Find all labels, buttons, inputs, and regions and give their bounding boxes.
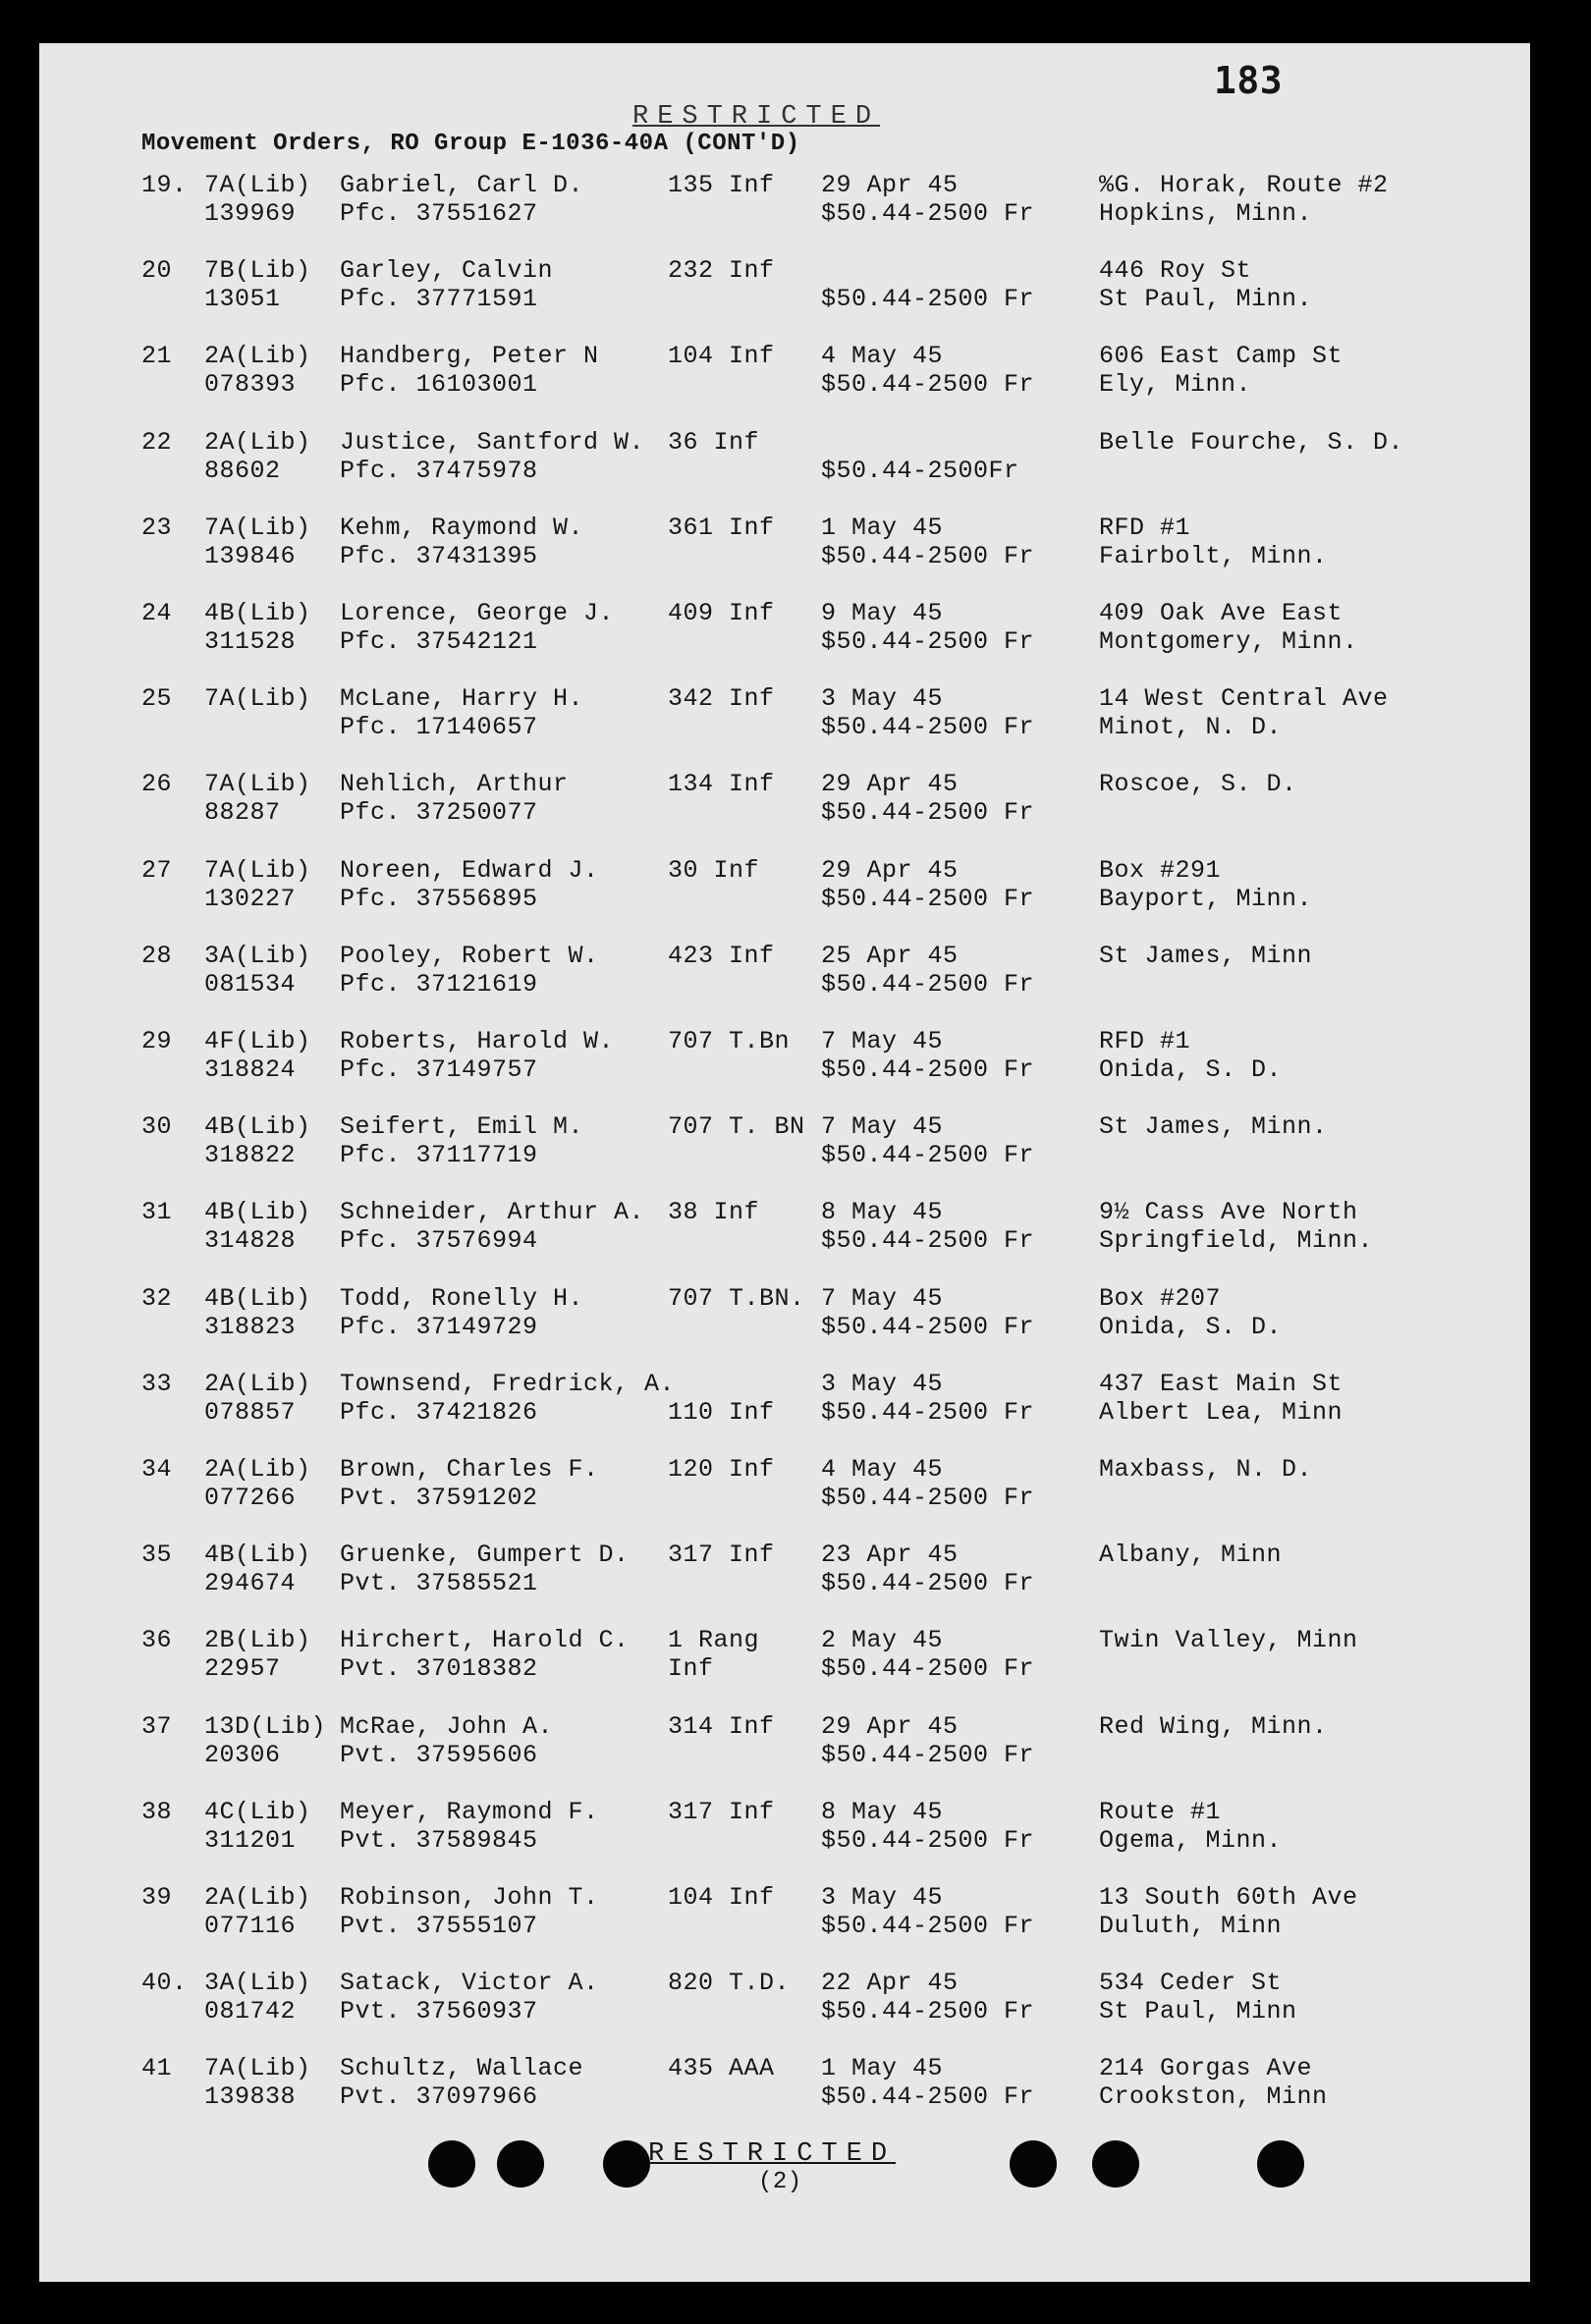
entry-number: 22 <box>141 427 173 457</box>
soldier-name: Townsend, Fredrick, A. <box>340 1369 676 1398</box>
rank-serial-number: Pfc. 37421826 <box>340 1397 538 1427</box>
classification-code: 2A(Lib) <box>204 342 311 371</box>
entry-number: 30 <box>141 1112 173 1142</box>
soldier-name: Schneider, Arthur A. <box>340 1198 645 1227</box>
roster-entry <box>39 770 1530 838</box>
soldier-name: Robinson, John T. <box>340 1883 599 1912</box>
entry-number: 24 <box>141 599 173 627</box>
unit: 361 Inf <box>668 513 775 542</box>
serial-code: 311528 <box>204 627 297 656</box>
roster-entry <box>39 513 1530 582</box>
address-line-2: Bayport, Minn. <box>1099 884 1313 913</box>
roster-entry <box>39 1198 1530 1267</box>
serial-code: 081534 <box>204 969 297 999</box>
soldier-name: Brown, Charles F. <box>340 1455 599 1484</box>
address-line-2: Ely, Minn. <box>1099 370 1252 400</box>
pay-amount: $50.44-2500 Fr <box>821 541 1035 570</box>
entry-number: 25 <box>141 684 173 714</box>
roster-entry <box>39 1455 1530 1524</box>
roster-entry <box>39 428 1530 497</box>
date: 2 May 45 <box>821 1626 944 1655</box>
classification-code: 2A(Lib) <box>204 1455 311 1484</box>
address-line-2: Springfield, Minn. <box>1099 1226 1374 1256</box>
punch-hole <box>497 2140 544 2188</box>
date: 7 May 45 <box>821 1027 944 1055</box>
address-line-1: %G. Horak, Route #2 <box>1099 171 1389 199</box>
rank-serial-number: Pfc. 37551627 <box>340 199 538 228</box>
entry-number: 40. <box>141 1969 188 1998</box>
unit: 707 T. BN <box>668 1112 805 1142</box>
pay-amount: $50.44-2500 Fr <box>821 1141 1035 1170</box>
entry-number: 23 <box>141 513 173 542</box>
soldier-name: McRae, John A. <box>340 1711 554 1741</box>
address-line-1: 409 Oak Ave East <box>1099 599 1344 627</box>
soldier-name: Garley, Calvin <box>340 256 554 286</box>
pay-amount: $50.44-2500 Fr <box>821 1569 1035 1598</box>
classification-code: 4B(Lib) <box>204 599 311 627</box>
serial-code: 88602 <box>204 456 281 485</box>
unit: 232 Inf <box>668 256 775 286</box>
punch-hole <box>1257 2140 1304 2188</box>
unit: 707 T.BN. <box>668 1283 805 1313</box>
address-line-1: Box #207 <box>1099 1283 1222 1313</box>
pay-amount: $50.44-2500 Fr <box>821 1740 1035 1769</box>
entry-number: 27 <box>141 855 173 885</box>
soldier-name: Nehlich, Arthur <box>340 770 569 799</box>
pay-amount: $50.44-2500 Fr <box>821 1484 1035 1512</box>
unit: 314 Inf <box>668 1711 775 1741</box>
classification-code: 13D(Lib) <box>204 1711 327 1741</box>
serial-code: 13051 <box>204 285 281 314</box>
serial-code: 139969 <box>204 199 297 228</box>
address-line-1: Roscoe, S. D. <box>1099 770 1297 799</box>
unit: 134 Inf <box>668 770 775 799</box>
date: 8 May 45 <box>821 1198 944 1227</box>
rank-serial-number: Pfc. 37556895 <box>340 884 538 913</box>
roster-entry <box>39 1626 1530 1695</box>
entry-number: 26 <box>141 770 173 799</box>
rank-serial-number: Pvt. 37595606 <box>340 1740 538 1769</box>
rank-serial-number: Pvt. 37589845 <box>340 1825 538 1855</box>
pay-amount: $50.44-2500 Fr <box>821 2082 1035 2112</box>
entry-number: 39 <box>141 1883 173 1912</box>
address-line-2: Hopkins, Minn. <box>1099 199 1313 228</box>
address-line-1: Box #291 <box>1099 855 1222 885</box>
address-line-1: RFD #1 <box>1099 1027 1191 1055</box>
pay-amount: $50.44-2500 Fr <box>821 285 1035 314</box>
entry-number: 33 <box>141 1369 173 1398</box>
rank-serial-number: Pfc. 17140657 <box>340 713 538 742</box>
date: 29 Apr 45 <box>821 171 959 199</box>
roster-entry <box>39 1883 1530 1952</box>
pay-amount: $50.44-2500 Fr <box>821 1825 1035 1855</box>
pay-amount: $50.44-2500 Fr <box>821 713 1035 742</box>
date: 7 May 45 <box>821 1112 944 1142</box>
roster-entry <box>39 342 1530 410</box>
rank-serial-number: Pfc. 37771591 <box>340 285 538 314</box>
soldier-name: Noreen, Edward J. <box>340 855 599 885</box>
classification-code: 2A(Lib) <box>204 1883 311 1912</box>
serial-code: 078857 <box>204 1397 297 1427</box>
pay-amount: $50.44-2500 Fr <box>821 370 1035 400</box>
roster-entry <box>39 1969 1530 2037</box>
soldier-name: Meyer, Raymond F. <box>340 1797 599 1826</box>
entry-number: 19. <box>141 171 188 199</box>
unit: 1 Rang <box>668 1626 760 1655</box>
unit: 38 Inf <box>668 1198 760 1227</box>
unit: 104 Inf <box>668 1883 775 1912</box>
rank-serial-number: Pfc. 37117719 <box>340 1141 538 1170</box>
address-line-2: St Paul, Minn. <box>1099 285 1313 314</box>
rank-serial-number: Pvt. 37560937 <box>340 1997 538 2027</box>
entry-number: 41 <box>141 2054 173 2083</box>
address-line-1: St James, Minn <box>1099 941 1313 970</box>
pay-amount: $50.44-2500 Fr <box>821 1055 1035 1084</box>
unit: 342 Inf <box>668 684 775 714</box>
rank-serial-number: Pfc. 37475978 <box>340 456 538 485</box>
unit: 36 Inf <box>668 427 760 457</box>
document-header: Movement Orders, RO Group E-1036-40A (CONT'D) <box>141 131 800 157</box>
address-line-1: 214 Gorgas Ave <box>1099 2054 1313 2083</box>
address-line-2: Crookston, Minn <box>1099 2082 1328 2112</box>
soldier-name: Todd, Ronelly H. <box>340 1283 584 1313</box>
serial-code: 077266 <box>204 1484 297 1512</box>
address-line-2: Onida, S. D. <box>1099 1312 1283 1341</box>
soldier-name: Satack, Victor A. <box>340 1969 599 1998</box>
date: 3 May 45 <box>821 684 944 714</box>
entry-number: 37 <box>141 1711 173 1741</box>
serial-code: 88287 <box>204 798 281 828</box>
unit: 30 Inf <box>668 855 760 885</box>
date: 7 May 45 <box>821 1283 944 1313</box>
pay-amount: $50.44-2500Fr <box>821 456 1019 485</box>
classification-code: 7A(Lib) <box>204 513 311 542</box>
address-line-2: Albert Lea, Minn <box>1099 1397 1344 1427</box>
unit: 104 Inf <box>668 342 775 371</box>
serial-code: 139838 <box>204 2082 297 2112</box>
address-line-1: Route #1 <box>1099 1797 1222 1826</box>
address-line-1: 9½ Cass Ave North <box>1099 1198 1358 1227</box>
soldier-name: Gabriel, Carl D. <box>340 171 584 199</box>
unit: 423 Inf <box>668 941 775 970</box>
address-line-1: Twin Valley, Minn <box>1099 1626 1358 1655</box>
serial-code: 078393 <box>204 370 297 400</box>
classification-code: 4F(Lib) <box>204 1027 311 1055</box>
classification-code: 4B(Lib) <box>204 1112 311 1142</box>
soldier-name: Lorence, George J. <box>340 599 615 627</box>
pay-amount: $50.44-2500 Fr <box>821 798 1035 828</box>
classification-marking-top: RESTRICTED <box>632 102 881 132</box>
punch-hole <box>1092 2140 1139 2188</box>
classification-code: 3A(Lib) <box>204 1969 311 1998</box>
entry-number: 36 <box>141 1626 173 1655</box>
classification-code: 2A(Lib) <box>204 427 311 457</box>
serial-code: 077116 <box>204 1912 297 1940</box>
rank-serial-number: Pfc. 37431395 <box>340 541 538 570</box>
entry-number: 35 <box>141 1540 173 1570</box>
roster-entry <box>39 1284 1530 1353</box>
pay-amount: $50.44-2500 Fr <box>821 1226 1035 1256</box>
roster-entry <box>39 1112 1530 1181</box>
address-line-2: Minot, N. D. <box>1099 713 1283 742</box>
date: 25 Apr 45 <box>821 941 959 970</box>
rank-serial-number: Pfc. 37149729 <box>340 1312 538 1341</box>
serial-code: 294674 <box>204 1569 297 1598</box>
soldier-name: Schultz, Wallace <box>340 2054 584 2083</box>
serial-code: 081742 <box>204 1997 297 2027</box>
soldier-name: Gruenke, Gumpert D. <box>340 1540 630 1570</box>
rank-serial-number: Pvt. 37555107 <box>340 1912 538 1940</box>
page-number: 183 <box>1214 59 1284 102</box>
address-line-1: 14 West Central Ave <box>1099 684 1389 714</box>
rank-serial-number: Pfc. 37542121 <box>340 627 538 656</box>
roster-entry <box>39 1540 1530 1609</box>
unit: 135 Inf <box>668 171 775 199</box>
date: 1 May 45 <box>821 513 944 542</box>
serial-code: 139846 <box>204 541 297 570</box>
address-line-2: Duluth, Minn <box>1099 1912 1283 1940</box>
unit-continued: 110 Inf <box>668 1397 775 1427</box>
pay-amount: $50.44-2500 Fr <box>821 627 1035 656</box>
classification-marking-bottom: RESTRICTED <box>648 2139 897 2169</box>
soldier-name: Justice, Santford W. <box>340 427 645 457</box>
soldier-name: Kehm, Raymond W. <box>340 513 584 542</box>
rank-serial-number: Pfc. 37250077 <box>340 798 538 828</box>
rank-serial-number: Pfc. 16103001 <box>340 370 538 400</box>
pay-amount: $50.44-2500 Fr <box>821 1997 1035 2027</box>
serial-code: 314828 <box>204 1226 297 1256</box>
classification-code: 7A(Lib) <box>204 684 311 714</box>
address-line-2: Ogema, Minn. <box>1099 1825 1283 1855</box>
address-line-1: 446 Roy St <box>1099 256 1252 286</box>
punch-hole <box>1010 2140 1057 2188</box>
address-line-1: 437 East Main St <box>1099 1369 1344 1398</box>
classification-code: 2A(Lib) <box>204 1369 311 1398</box>
document-page <box>39 43 1530 2282</box>
classification-code: 4C(Lib) <box>204 1797 311 1826</box>
address-line-1: Belle Fourche, S. D. <box>1099 427 1404 457</box>
date: 3 May 45 <box>821 1369 944 1398</box>
roster-entry <box>39 684 1530 753</box>
entry-number: 31 <box>141 1198 173 1227</box>
roster-entry <box>39 942 1530 1010</box>
serial-code: 20306 <box>204 1740 281 1769</box>
classification-code: 7A(Lib) <box>204 855 311 885</box>
entry-number: 38 <box>141 1797 173 1826</box>
pay-amount: $50.44-2500 Fr <box>821 1654 1035 1684</box>
classification-code: 3A(Lib) <box>204 941 311 970</box>
address-line-1: 606 East Camp St <box>1099 342 1344 371</box>
date: 4 May 45 <box>821 342 944 371</box>
soldier-name: McLane, Harry H. <box>340 684 584 714</box>
rank-serial-number: Pfc. 37576994 <box>340 1226 538 1256</box>
address-line-1: RFD #1 <box>1099 513 1191 542</box>
roster-entry <box>39 1027 1530 1096</box>
entry-number: 34 <box>141 1455 173 1484</box>
rank-serial-number: Pfc. 37149757 <box>340 1055 538 1084</box>
roster-entry <box>39 1370 1530 1438</box>
soldier-name: Roberts, Harold W. <box>340 1027 615 1055</box>
classification-code: 4B(Lib) <box>204 1198 311 1227</box>
address-line-1: Maxbass, N. D. <box>1099 1455 1313 1484</box>
address-line-1: 534 Ceder St <box>1099 1969 1283 1998</box>
date: 29 Apr 45 <box>821 1711 959 1741</box>
unit: 707 T.Bn <box>668 1027 791 1055</box>
address-line-2: St Paul, Minn <box>1099 1997 1297 2027</box>
classification-code: 4B(Lib) <box>204 1540 311 1570</box>
classification-code: 7B(Lib) <box>204 256 311 286</box>
serial-code: 318822 <box>204 1141 297 1170</box>
serial-code: 311201 <box>204 1825 297 1855</box>
address-line-1: 13 South 60th Ave <box>1099 1883 1358 1912</box>
roster-entry <box>39 1712 1530 1781</box>
unit: 317 Inf <box>668 1540 775 1570</box>
entry-number: 32 <box>141 1283 173 1313</box>
date: 4 May 45 <box>821 1455 944 1484</box>
serial-code: 130227 <box>204 884 297 913</box>
rank-serial-number: Pfc. 37121619 <box>340 969 538 999</box>
rank-serial-number: Pvt. 37097966 <box>340 2082 538 2112</box>
punch-hole <box>603 2140 650 2188</box>
classification-code: 2B(Lib) <box>204 1626 311 1655</box>
entry-number: 28 <box>141 941 173 970</box>
pay-amount: $50.44-2500 Fr <box>821 1312 1035 1341</box>
punch-hole <box>428 2140 475 2188</box>
date: 29 Apr 45 <box>821 855 959 885</box>
classification-code: 7A(Lib) <box>204 2054 311 2083</box>
address-line-1: Red Wing, Minn. <box>1099 1711 1328 1741</box>
address-line-1: Albany, Minn <box>1099 1540 1283 1570</box>
roster-entry <box>39 2054 1530 2123</box>
pay-amount: $50.44-2500 Fr <box>821 969 1035 999</box>
address-line-2: Onida, S. D. <box>1099 1055 1283 1084</box>
unit: 317 Inf <box>668 1797 775 1826</box>
unit: 820 T.D. <box>668 1969 791 1998</box>
date: 9 May 45 <box>821 599 944 627</box>
date: 29 Apr 45 <box>821 770 959 799</box>
roster-entry <box>39 171 1530 240</box>
entry-number: 29 <box>141 1027 173 1055</box>
pay-amount: $50.44-2500 Fr <box>821 199 1035 228</box>
roster-entry <box>39 256 1530 325</box>
unit-continued: Inf <box>668 1654 714 1684</box>
serial-code: 318824 <box>204 1055 297 1084</box>
serial-code: 318823 <box>204 1312 297 1341</box>
date: 23 Apr 45 <box>821 1540 959 1570</box>
unit: 435 AAA <box>668 2054 775 2083</box>
classification-code: 7A(Lib) <box>204 770 311 799</box>
page-footer: (2) <box>758 2169 802 2195</box>
pay-amount: $50.44-2500 Fr <box>821 1912 1035 1940</box>
roster-entry <box>39 1798 1530 1866</box>
date: 1 May 45 <box>821 2054 944 2083</box>
roster-entry <box>39 856 1530 925</box>
address-line-2: Fairbolt, Minn. <box>1099 541 1328 570</box>
date: 22 Apr 45 <box>821 1969 959 1998</box>
entry-number: 21 <box>141 342 173 371</box>
soldier-name: Pooley, Robert W. <box>340 941 599 970</box>
soldier-name: Seifert, Emil M. <box>340 1112 584 1142</box>
rank-serial-number: Pvt. 37585521 <box>340 1569 538 1598</box>
pay-amount: $50.44-2500 Fr <box>821 884 1035 913</box>
pay-amount: $50.44-2500 Fr <box>821 1397 1035 1427</box>
date: 8 May 45 <box>821 1797 944 1826</box>
soldier-name: Handberg, Peter N <box>340 342 599 371</box>
serial-code: 22957 <box>204 1654 281 1684</box>
roster-entry <box>39 599 1530 668</box>
soldier-name: Hirchert, Harold C. <box>340 1626 630 1655</box>
unit: 120 Inf <box>668 1455 775 1484</box>
entry-number: 20 <box>141 256 173 286</box>
classification-code: 4B(Lib) <box>204 1283 311 1313</box>
rank-serial-number: Pvt. 37591202 <box>340 1484 538 1512</box>
address-line-2: Montgomery, Minn. <box>1099 627 1358 656</box>
date: 3 May 45 <box>821 1883 944 1912</box>
address-line-1: St James, Minn. <box>1099 1112 1328 1142</box>
rank-serial-number: Pvt. 37018382 <box>340 1654 538 1684</box>
unit: 409 Inf <box>668 599 775 627</box>
classification-code: 7A(Lib) <box>204 171 311 199</box>
